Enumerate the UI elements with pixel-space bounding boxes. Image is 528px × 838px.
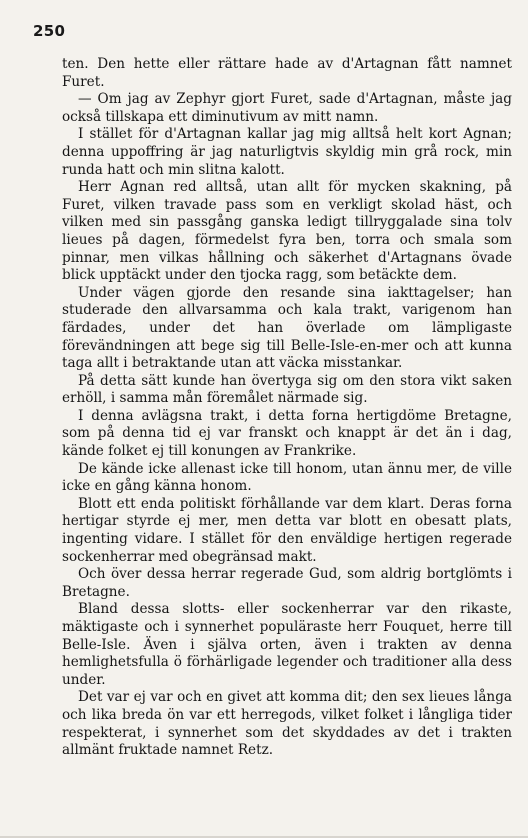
paragraph: Och över dessa herrar regerade Gud, som aldrig bortglömts i Bretagne. [62, 566, 512, 600]
paragraph: I stället för d'Artagnan kallar jag mig alltså helt kort Agnan; denna uppoffring är jag naturligtvis skyldig min grå rock, min runda hatt och min slitna kalott. [62, 126, 512, 178]
paragraph: I denna avlägsna trakt, i detta forna hertigdöme Bretagne, som på denna tid ej var franskt och knappt är det än i dag, kände folket ej till konungen av Frankrike. [62, 407, 512, 460]
paragraph: På detta sätt kunde han övertyga sig om den stora vikt saken erhöll, i samma mån föremålet närmade sig. [62, 372, 512, 407]
paragraph: Det var ej var och en givet att komma dit; den sex lieues långa och lika breda ön var ett herregods, vilket folket i långliga tider respekterat, i synnerhet som det skyddades av det i trakten allmänt fruktade namnet Retz. [62, 689, 512, 759]
paragraph: Blott ett enda politiskt förhållande var dem klart. Deras forna hertigar styrde ej mer, men detta var blott en obesatt plats, ingenting vidare. I stället för den enväldige hertigen regerade sockenherrar med obegränsad makt. [62, 495, 512, 565]
paragraph: Under vägen gjorde den resande sina iakttagelser; han studerade den allvarsamma och kala trakt, varigenom han färdades, under det han överlade om lämpligaste förevändningen att bege sig till Belle-Isle-en-mer och att kunna taga allt i betraktande utan att väcka misstankar. [62, 284, 512, 372]
paragraph: — Om jag av Zephyr gjort Furet, sade d'Artagnan, måste jag också tillskapa ett diminutivum av mitt namn. [62, 91, 512, 125]
paragraph: Bland dessa slotts- eller sockenherrar var den rikaste, mäktigaste och i synnerhet populäraste herr Fouquet, herre till Belle-Isle. Även i själva orten, även i trakten av denna hemlighetsfulla ö förhärligade legender och traditioner alla dess under. [62, 601, 512, 688]
page-number: 250 [33, 22, 66, 40]
body-text [62, 56, 512, 760]
paragraph: ten. Den hette eller rättare hade av d'Artagnan fått namnet Furet. [62, 56, 512, 90]
paragraph: Herr Agnan red alltså, utan allt för mycken skakning, på Furet, vilken travade pass som en verkligt skolad häst, och vilken med sin passgång ganska ledigt tillryggalade sina tolv lieues på dagen, förmedelst fyra ben, torra och smala som pinnar, men vilkas hållning och säkerhet d'Artagnans övade blick upptäckt under den tjocka ragg, som betäckte dem. [62, 179, 512, 284]
paragraph: De kände icke allenast icke till honom, utan ännu mer, de ville icke en gång känna honom. [62, 460, 512, 495]
